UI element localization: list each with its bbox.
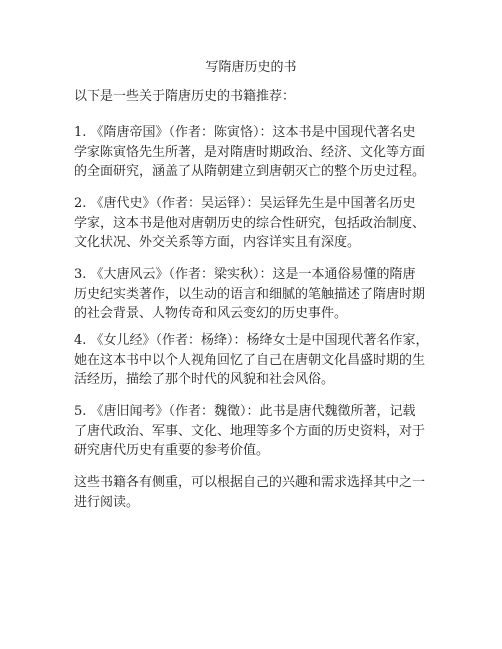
paragraph-line: 了唐代政治、军事、文化、地理等多个方面的历史资料，对于 [74, 423, 426, 439]
paragraph-line: 这些书籍各有侧重，可以根据自己的兴趣和需求选择其中之一 [74, 475, 426, 490]
paragraph-line: 4. 《女儿经》（作者：杨绛）：杨绛女士是中国现代著名作家， [74, 333, 429, 348]
closing-paragraph [74, 473, 442, 512]
book-recommendation-5 [74, 402, 442, 461]
paragraph-line: 学家陈寅恪先生所著，是对隋唐时期政治、经济、文化等方面 [74, 144, 426, 160]
paragraph-line: 她在这本书中以个人视角回忆了自己在唐朝文化昌盛时期的生 [74, 352, 426, 368]
intro-paragraph: 以下是一些关于隋唐历史的书籍推荐： [74, 89, 296, 104]
paragraph-line: 的社会背景、人物传奇和风云变幻的历史事件。 [74, 306, 348, 322]
book-recommendation-1 [74, 123, 442, 182]
paragraph-line: 1. 《隋唐帝国》（作者：陈寅恪）：这本书是中国现代著名史 [74, 125, 416, 140]
document-title: 写隋唐历史的书 [205, 60, 297, 75]
paragraph-line: 活经历，描绘了那个时代的风貌和社会风俗。 [74, 372, 335, 388]
paragraph-line: 5. 《唐旧闻考》（作者：魏徵）：此书是唐代魏徵所著，记载 [74, 404, 416, 419]
book-recommendation-3 [74, 265, 442, 324]
paragraph-line: 的全面研究，涵盖了从隋朝建立到唐朝灭亡的整个历史过程。 [74, 164, 426, 180]
paragraph-line: 3. 《大唐风云》（作者：梁实秋）：这是一本通俗易懂的隋唐 [74, 267, 416, 282]
paragraph-line: 进行阅读。 [74, 494, 140, 510]
paragraph-line: 历史纪实类著作，以生动的语言和细腻的笔触描述了隋唐时期 [74, 286, 426, 302]
paragraph-line: 2. 《唐代史》（作者：吴运铎）：吴运铎先生是中国著名历史 [74, 196, 416, 211]
paragraph-line: 研究唐代历史有重要的参考价值。 [74, 443, 270, 459]
paragraph-line: 文化状况、外交关系等方面，内容详实且有深度。 [74, 235, 361, 251]
book-recommendation-4 [74, 331, 442, 390]
book-recommendation-2 [74, 194, 442, 253]
paragraph-line: 学家，这本书是他对唐朝历史的综合性研究，包括政治制度、 [74, 215, 426, 231]
